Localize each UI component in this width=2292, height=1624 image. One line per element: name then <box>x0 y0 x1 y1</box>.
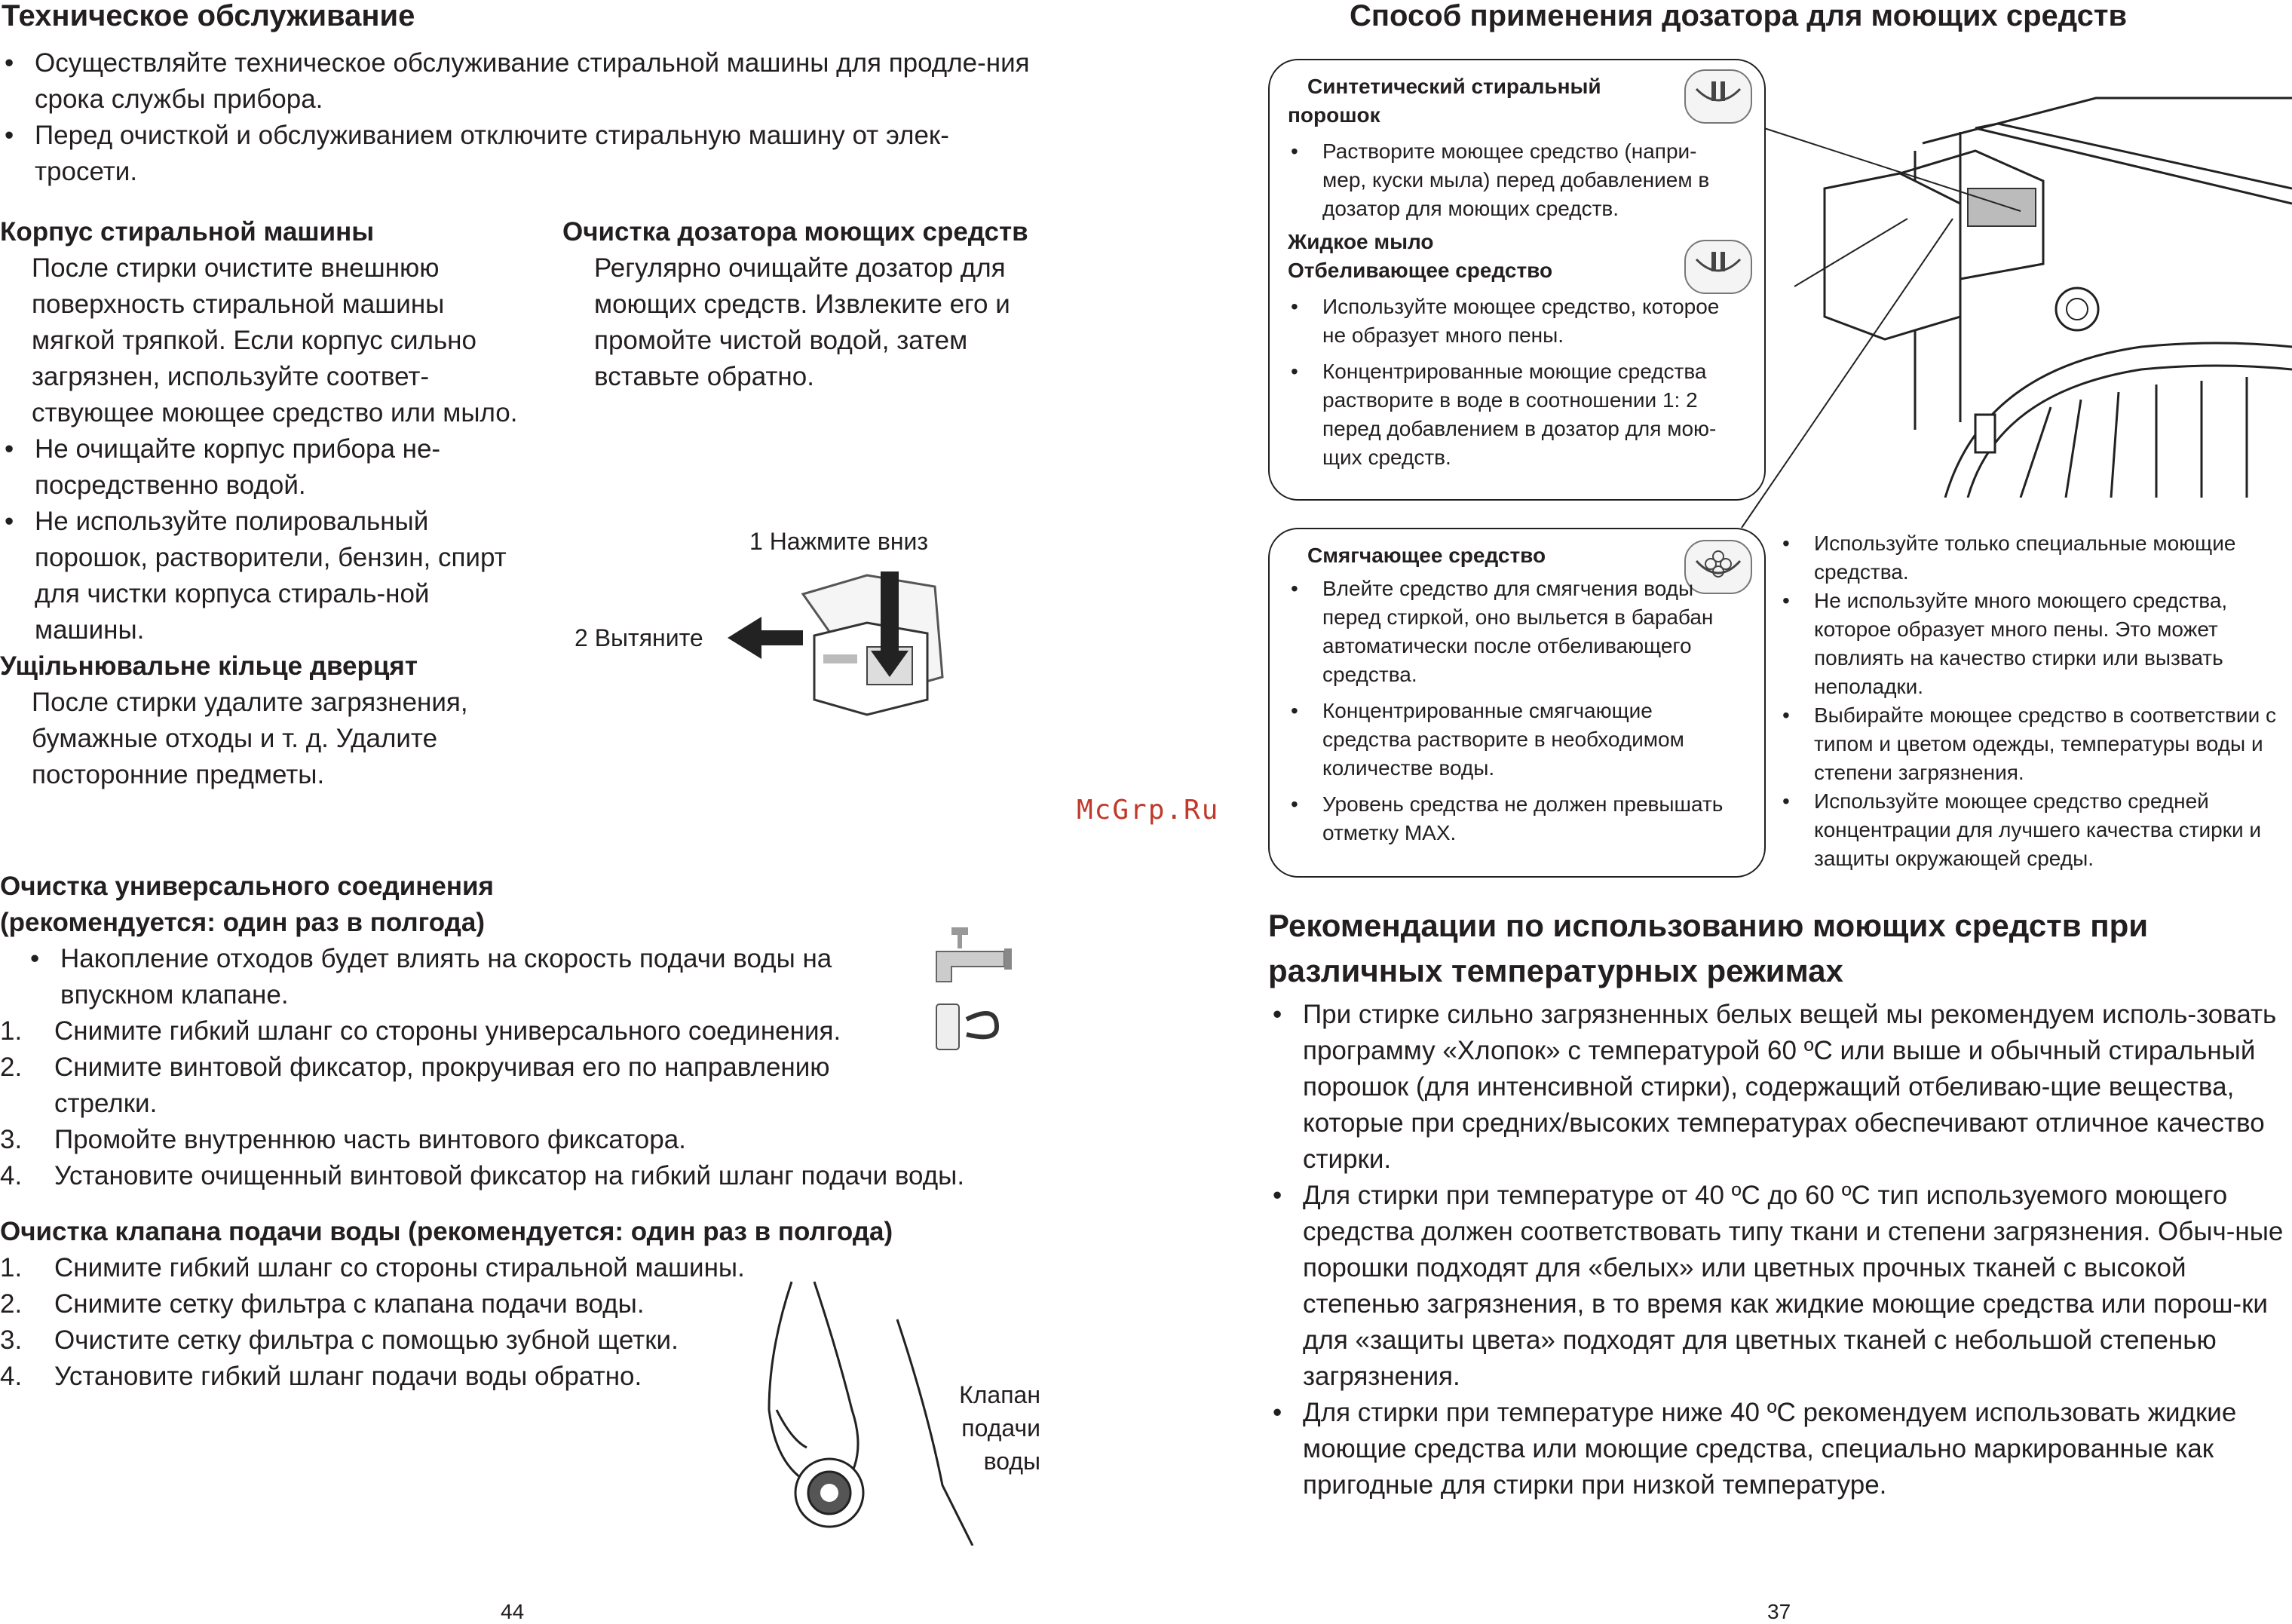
step-number: 4. <box>0 1362 23 1391</box>
body-cleaning-section <box>0 214 520 793</box>
list-item: • Осуществляйте техническое обслуживание стиральной машины для продле-ния срока службы прибора. <box>0 45 1040 118</box>
intro-list <box>0 45 1040 190</box>
step-number: 2. <box>0 1289 23 1319</box>
list-item: • Влейте средство для смягчения воды перед стиркой, оно выльется в барабан автоматически после отбеливающего средства. <box>1288 575 1733 689</box>
section-heading: Очистка дозатора моющих средств <box>562 217 1028 247</box>
dispenser-removal-illustration <box>716 564 973 745</box>
list-item <box>0 1158 1056 1194</box>
liquid-bullets <box>1288 293 1733 472</box>
list-item: • Не очищайте корпус прибора не-посредственно водой. <box>0 431 520 504</box>
list-item <box>0 1049 906 1122</box>
softener-callout <box>1268 528 1766 878</box>
powder-liquid-callout <box>1268 59 1766 501</box>
right-page-title: Способ применения дозатора для моющих средств <box>1350 0 2128 32</box>
callout-content <box>1288 72 1740 472</box>
section-text: Регулярно очищайте дозатор для моющих средств. Извлеките его и промойте чистой водой, затем вставьте обратно. <box>594 253 1010 391</box>
step-text: Установите очищенный винтовой фиксатор на гибкий шланг подачи воды. <box>54 1161 965 1190</box>
section-text: После стирки удалите загрязнения, бумажные отходы и т. д. Удалите посторонние предметы. <box>32 688 468 789</box>
list-item: • Уровень средства не должен превышать отметку MAX. <box>1288 790 1733 847</box>
step-number: 2. <box>0 1053 23 1082</box>
section-heading: Корпус стиральной машины <box>0 217 375 247</box>
callout-heading: порошок <box>1288 103 1380 127</box>
callout-heading: Отбеливающее средство <box>1288 259 1553 282</box>
step-number: 3. <box>0 1325 23 1355</box>
list-item: • Используйте моющее средство, которое не образует много пены. <box>1288 293 1733 350</box>
valve-label-line: Клапан подачи <box>959 1381 1040 1442</box>
figure-label-press: 1 Нажмите вниз <box>749 528 929 555</box>
list-item: • Для стирки при температуре от 40 ºС до 60 ºС тип используемого моющего средства должен соответствовать типу ткани и степени загрязнения. Обыч-ные порошки подходят для «белых» или цветных прочных тканей с высокой степенью загрязнения, в то время как жидкие моющие средства или порош-ки для «защиты цвета» подходят для цветных тканей с небольшой степенью загрязнения. <box>1268 1178 2292 1395</box>
callout-heading: Смягчающее средство <box>1307 544 1546 567</box>
universal-connection-section <box>0 869 1056 1194</box>
body-cleaning-bullets <box>0 431 520 648</box>
list-item: • Концентрированные смягчающие средства растворите в необходимом количестве воды. <box>1288 697 1733 783</box>
step-number: 1. <box>0 1253 23 1282</box>
list-item: • Перед очисткой и обслуживанием отключите стиральную машину от элек-тросети. <box>0 118 1040 190</box>
step-number: 3. <box>0 1125 23 1154</box>
universal-bullets <box>0 941 878 1013</box>
step-text: Очистите сетку фильтра с помощью зубной щетки. <box>54 1325 679 1355</box>
list-item: • При стирке сильно загрязненных белых вещей мы рекомендуем исполь-зовать программу «Хлопок» с температурой 60 ºС или выше и обычный стиральный порошок (для интенсивной стирки), содержащий отбеливаю-щие вещества, которые при средних/высоких температурах обеспечивают отличное качество стирки. <box>1268 997 2292 1178</box>
valve-label-line: воды <box>983 1448 1040 1475</box>
heading-line: Рекомендации по использованию моющих средств при <box>1268 908 2149 943</box>
section-subheading: (рекомендуется: один раз в полгода) <box>0 908 485 937</box>
heading-line: различных температурных режимах <box>1268 953 1843 988</box>
callout-content <box>1288 541 1740 847</box>
callout-heading: Синтетический стиральный <box>1307 75 1601 98</box>
list-item: • Выбирайте моющее средство в соответствии с типом и цветом одежды, температуры воды и степени загрязнения. <box>1779 701 2292 787</box>
left-page-number: 44 <box>501 1600 525 1623</box>
powder-bullets <box>1288 137 1725 223</box>
list-item: • Используйте только специальные моющие средства. <box>1779 529 2292 587</box>
right-page-number: 37 <box>1767 1600 1791 1623</box>
step-text: Снимите сетку фильтра с клапана подачи воды. <box>54 1289 645 1319</box>
list-item: • Растворите моющее средство (напри-мер, куски мыла) перед добавлением в дозатор для моющих средств. <box>1288 137 1725 223</box>
hose-fixator-icon <box>936 1004 959 1049</box>
step-text: Промойте внутреннюю часть винтового фиксатора. <box>54 1125 686 1154</box>
step-text: Снимите винтовой фиксатор, прокручивая его по направлению стрелки. <box>54 1053 830 1118</box>
softener-bullets <box>1288 575 1733 847</box>
list-item: • Не используйте полировальный порошок, растворители, бензин, спирт для чистки корпуса стираль-ной машины. <box>0 504 520 648</box>
figure-label-pull: 2 Вытяните <box>575 624 703 651</box>
universal-steps <box>0 1013 1056 1194</box>
section-text: После стирки очистите внешнюю поверхность стиральной машины мягкой тряпкой. Если корпус сильно загрязнен, используйте соответ-ствующее моющее средство или мыло. <box>32 253 518 427</box>
recommendations-heading <box>1268 903 2148 994</box>
list-item: • Концентрированные моющие средства растворите в воде в соотношении 1: 2 перед добавлением в дозатор для мою-щих средств. <box>1288 357 1733 472</box>
step-number: 4. <box>0 1161 23 1190</box>
list-item: • Для стирки при температуре ниже 40 ºС рекомендуем использовать жидкие моющие средства или моющие средства, специально маркированные как пригодные для стирки при низкой температуре. <box>1268 1395 2292 1503</box>
callout-heading: Жидкое мыло <box>1288 230 1434 253</box>
dispenser-cleaning-section <box>562 214 1045 395</box>
list-item: • Накопление отходов будет влиять на скорость подачи воды на впускном клапане. <box>26 941 878 1013</box>
watermark: McGrp.Ru <box>1077 795 1220 826</box>
step-text: Снимите гибкий шланг со стороны стиральной машины. <box>54 1253 745 1282</box>
valve-figure-label <box>893 1378 1040 1478</box>
section-heading: Ущільнювальне кільце дверцят <box>0 651 418 681</box>
list-item: • Используйте моющее средство средней концентрации для лучшего качества стирки и защиты окружающей среды. <box>1779 787 2292 873</box>
list-item <box>0 1122 1056 1158</box>
tap-icon <box>921 921 1019 1057</box>
callout-pointer-lines <box>1734 121 2036 543</box>
step-text: Снимите гибкий шланг со стороны универсального соединения. <box>54 1016 841 1046</box>
list-item <box>0 1013 906 1049</box>
left-page-title: Техническое обслуживание <box>2 0 415 32</box>
section-heading: Очистка клапана подачи воды (рекомендуется: один раз в полгода) <box>0 1217 893 1246</box>
section-heading: Очистка универсального соединения <box>0 872 494 901</box>
step-number: 1. <box>0 1016 23 1046</box>
detergent-tips-list <box>1779 529 2292 873</box>
list-item: • Не используйте много моющего средства, которое образует много пены. Это может повлиять на качество стирки или вызвать неполадки. <box>1779 587 2292 701</box>
step-text: Установите гибкий шланг подачи воды обратно. <box>54 1362 642 1391</box>
recommendations-list <box>1268 997 2292 1503</box>
